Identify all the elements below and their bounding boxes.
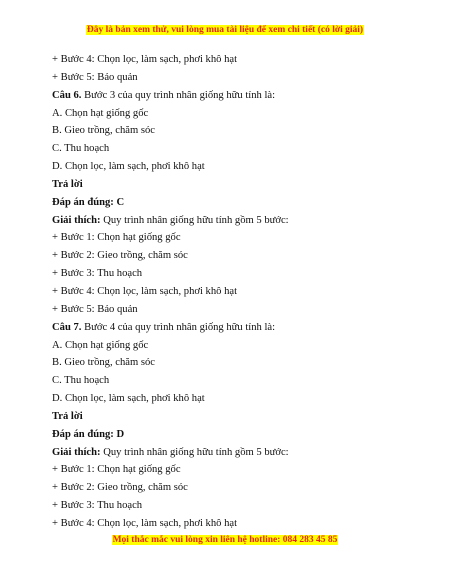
document-line — [52, 283, 412, 301]
document-line — [52, 265, 412, 283]
line-text: B. Gieo trồng, chăm sóc — [52, 357, 155, 369]
document-line — [52, 497, 412, 515]
document-line — [52, 515, 412, 533]
document-line — [52, 247, 412, 265]
document-body — [52, 51, 412, 533]
document-line — [52, 51, 412, 69]
line-text: + Bước 5: Bảo quản — [52, 303, 138, 315]
document-line — [52, 69, 412, 87]
document-line — [52, 105, 412, 123]
document-line — [52, 461, 412, 479]
line-text: A. Chọn hạt giống gốc — [52, 107, 149, 119]
document-line — [52, 479, 412, 497]
document-line — [52, 390, 412, 408]
line-text: D. Chọn lọc, làm sạch, phơi khô hạt — [52, 161, 205, 173]
document-line — [52, 176, 412, 194]
line-text: + Bước 5: Bảo quản — [52, 71, 138, 83]
bold-label: Trả lời — [52, 410, 83, 422]
line-text: + Bước 3: Thu hoạch — [52, 500, 143, 512]
document-line — [52, 87, 412, 105]
bold-label: Đáp án đúng: D — [52, 428, 125, 440]
line-text: + Bước 2: Gieo trồng, chăm sóc — [52, 250, 188, 262]
bold-label: Câu 7. — [52, 321, 82, 333]
preview-notice-text: Đây là bản xem thử, vui lòng mua tài liệu để xem chi tiết (có lời giải) — [86, 25, 364, 35]
hotline-banner — [0, 535, 450, 545]
document-line — [52, 319, 412, 337]
document-line — [52, 140, 412, 158]
line-text: + Bước 4: Chọn lọc, làm sạch, phơi khô hạt — [52, 285, 238, 297]
document-line — [52, 444, 412, 462]
document-line — [52, 426, 412, 444]
line-text: Bước 4 của quy trình nhân giống hữu tính là: — [81, 321, 276, 333]
line-text: C. Thu hoạch — [52, 143, 110, 155]
line-text: Bước 3 của quy trình nhân giống hữu tính là: — [81, 89, 276, 101]
hotline-text: Mọi thắc mắc vui lòng xin liên hệ hotline: 084 283 45 85 — [112, 535, 338, 545]
document-line — [52, 158, 412, 176]
document-line — [52, 212, 412, 230]
bold-label: Giải thích: — [52, 446, 101, 458]
document-line — [52, 229, 412, 247]
preview-notice-banner — [0, 25, 450, 35]
document-line — [52, 301, 412, 319]
line-text: B. Gieo trồng, chăm sóc — [52, 125, 155, 137]
document-line — [52, 408, 412, 426]
bold-label: Đáp án đúng: C — [52, 196, 125, 208]
document-line — [52, 337, 412, 355]
line-text: A. Chọn hạt giống gốc — [52, 339, 149, 351]
line-text: Quy trình nhân giống hữu tính gồm 5 bước: — [100, 446, 289, 458]
document-line — [52, 354, 412, 372]
line-text: D. Chọn lọc, làm sạch, phơi khô hạt — [52, 393, 205, 405]
line-text: + Bước 4: Chọn lọc, làm sạch, phơi khô hạt — [52, 517, 238, 529]
bold-label: Giải thích: — [52, 214, 101, 226]
line-text: + Bước 2: Gieo trồng, chăm sóc — [52, 482, 188, 494]
document-line — [52, 122, 412, 140]
line-text: + Bước 1: Chọn hạt giống gốc — [52, 232, 181, 244]
bold-label: Câu 6. — [52, 89, 82, 101]
line-text: + Bước 1: Chọn hạt giống gốc — [52, 464, 181, 476]
line-text: + Bước 4: Chọn lọc, làm sạch, phơi khô hạt — [52, 54, 238, 65]
line-text: + Bước 3: Thu hoạch — [52, 268, 143, 280]
line-text: C. Thu hoạch — [52, 375, 110, 387]
document-line — [52, 194, 412, 212]
document-line — [52, 372, 412, 390]
line-text: Quy trình nhân giống hữu tính gồm 5 bước: — [100, 214, 289, 226]
bold-label: Trả lời — [52, 178, 83, 190]
